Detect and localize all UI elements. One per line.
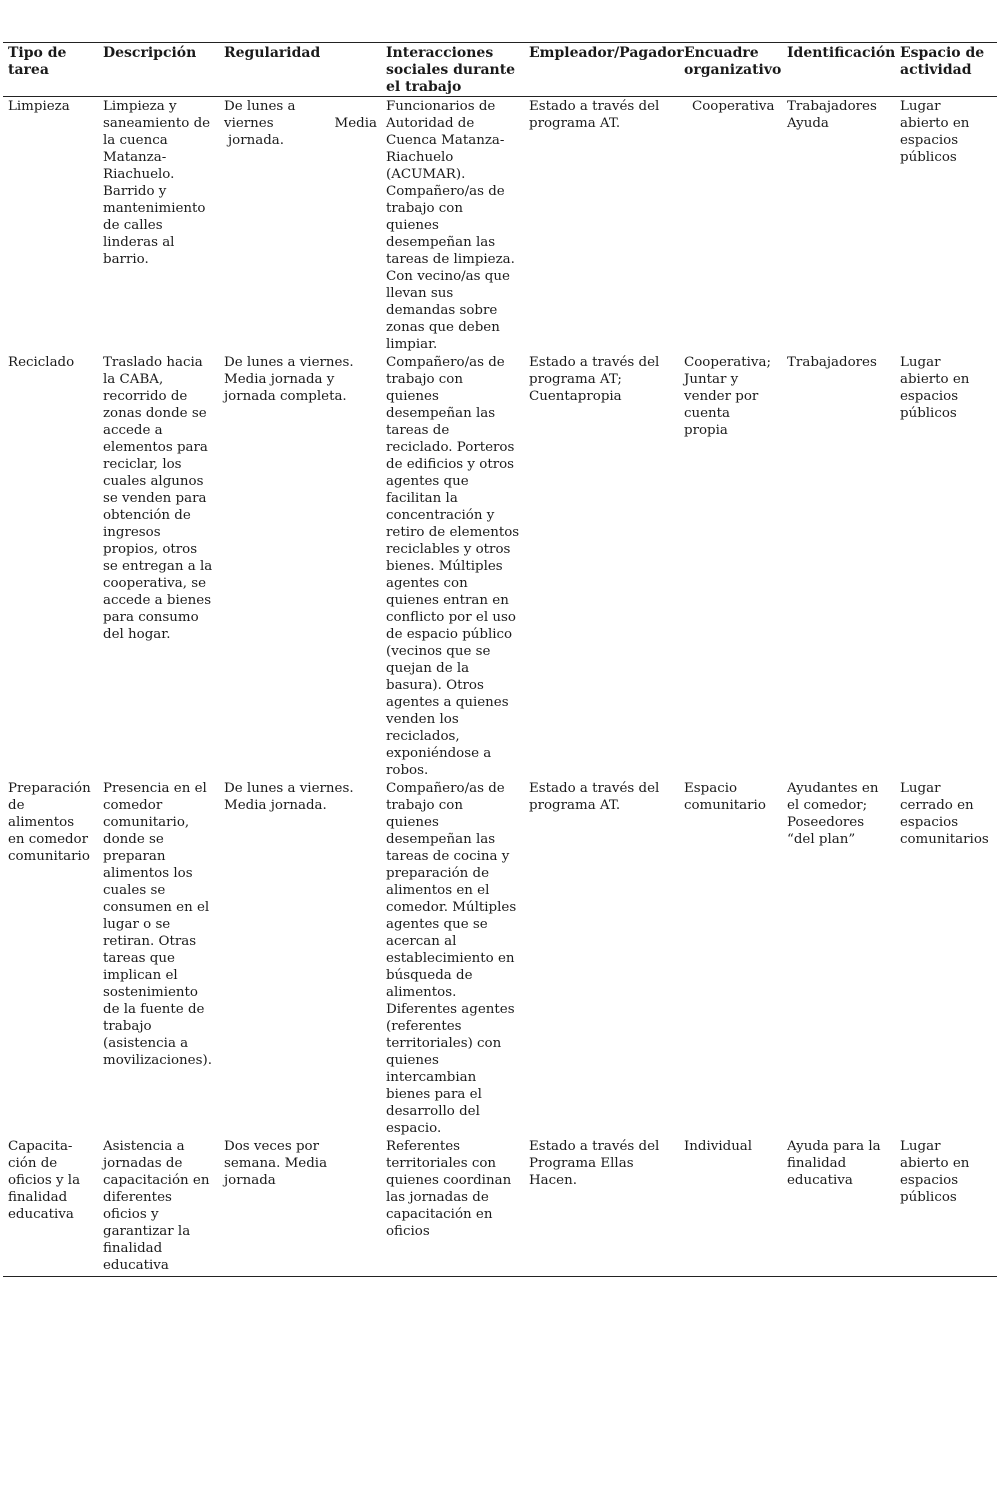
cell-encuadre: Cooperativa; Juntar y vender por cuenta propia (684, 355, 771, 438)
cell-descripcion: Limpieza y saneamiento de la cuenca Matanza-Riachuelo. Barrido y mantenimiento de calles linderas al barrio. (103, 99, 211, 267)
cell-interacciones: Compañero/as de trabajo con quienes desempeñan las tareas de cocina y preparación de alimentos en el comedor. Múltiples agentes que se acercan al establecimiento en búsqueda de alimentos. Diferentes agentes (referentes territoriales) con quienes intercambian bienes para el desarrollo del espacio. (386, 781, 517, 1136)
cell-interacciones: Compañero/as de trabajo con quienes desempeñan las tareas de reciclado. Porteros de edificios y otros agentes que facilitan la concentración y retiro de elementos reciclables y otros bienes. Múltiples agentes con quienes entran en conflicto por el uso de espacio público (vecinos que se quejan de la basura). Otros agentes a quienes venden los reciclados, exponiéndose a robos. (386, 355, 520, 778)
header-espacio: Espacio de actividad (895, 43, 997, 97)
cell-espacio: Lugar abierto en espacios públicos (895, 1137, 997, 1277)
table-row (3, 779, 997, 1137)
cell-interacciones: Funcionarios de Autoridad de Cuenca Matanza-Riachuelo (ACUMAR). Compañero/as de trabajo con quienes desempeñan las tareas de limpieza. Con vecino/as que llevan sus demandas sobre zonas que deben limpiar. (386, 99, 515, 352)
cell-regularidad (219, 97, 381, 354)
cell-encuadre (679, 97, 782, 354)
task-table (3, 42, 997, 1277)
cell-identificacion: Trabajadores Ayuda (787, 99, 877, 131)
regularidad-split: viernes Media (224, 116, 377, 131)
cell-encuadre-text: Cooperativa (692, 99, 775, 114)
cell-descripcion: Traslado hacia la CABA, recorrido de zonas donde se accede a elementos para reciclar, los cuales algunos se venden para obtención de ingresos propios, otros se entregan a la cooperativa, se accede a bienes para consumo del hogar. (103, 355, 213, 642)
header-encuadre: Encuadre organizativo (679, 43, 782, 97)
cell-tipo: Limpieza (8, 99, 70, 114)
cell-empleador: Estado a través del programa AT. (529, 99, 660, 131)
header-tipo: Tipo de tarea (3, 43, 98, 97)
cell-empleador: Estado a través del programa AT. (529, 781, 660, 813)
cell-identificacion: Ayuda para la finalidad educativa (782, 1137, 895, 1277)
cell-espacio: Lugar abierto en espacios públicos (900, 99, 970, 165)
cell-encuadre: Individual (679, 1137, 782, 1277)
cell-empleador: Estado a través del programa AT; Cuentapropia (529, 355, 660, 404)
header-empleador: Empleador/Pagador (524, 43, 679, 97)
cell-regularidad: Dos veces por semana. Media jornada (219, 1137, 381, 1277)
cell-descripcion: Presencia en el comedor comunitario, donde se preparan alimentos los cuales se consumen en el lugar o se retiran. Otras tareas que implican el sostenimiento de la fuente de trabajo (asistencia a movilizaciones). (103, 781, 212, 1068)
header-descripcion: Descripción (98, 43, 219, 97)
header-regularidad: Regularidad (219, 43, 381, 97)
cell-tipo: Capacita-ción de oficios y la finalidad educativa (3, 1137, 98, 1277)
cell-espacio: Lugar abierto en espacios públicos (900, 355, 970, 421)
cell-espacio: Lugar cerrado en espacios comunitarios (900, 781, 989, 847)
cell-regularidad: De lunes a viernes. Media jornada. (224, 781, 354, 813)
cell-encuadre: Espacio comunitario (684, 781, 766, 813)
header-interacciones: Interacciones sociales durante el trabajo (381, 43, 524, 97)
cell-empleador: Estado a través del Programa Ellas Hacen. (524, 1137, 679, 1277)
regularidad-line: De lunes a (224, 99, 296, 114)
cell-descripcion: Asistencia a jornadas de capacitación en diferentes oficios y garantizar la finalidad educativa (98, 1137, 219, 1277)
header-row (3, 43, 997, 97)
table-row (3, 97, 997, 354)
cell-tipo: Preparación de alimentos en comedor comunitario (8, 781, 91, 864)
cell-regularidad: De lunes a viernes. Media jornada y jornada completa. (224, 355, 354, 404)
cell-tipo: Reciclado (8, 355, 75, 370)
header-identificacion: Identificación (782, 43, 895, 97)
cell-identificacion: Trabajadores (787, 355, 877, 370)
table-row (3, 353, 997, 779)
cell-identificacion: Ayudantes en el comedor; Poseedores “del plan” (787, 781, 879, 847)
regularidad-line-end: jornada. (228, 133, 285, 148)
table-row (3, 1137, 997, 1277)
cell-interacciones: Referentes territoriales con quienes coordinan las jornadas de capacitación en oficios (381, 1137, 524, 1277)
